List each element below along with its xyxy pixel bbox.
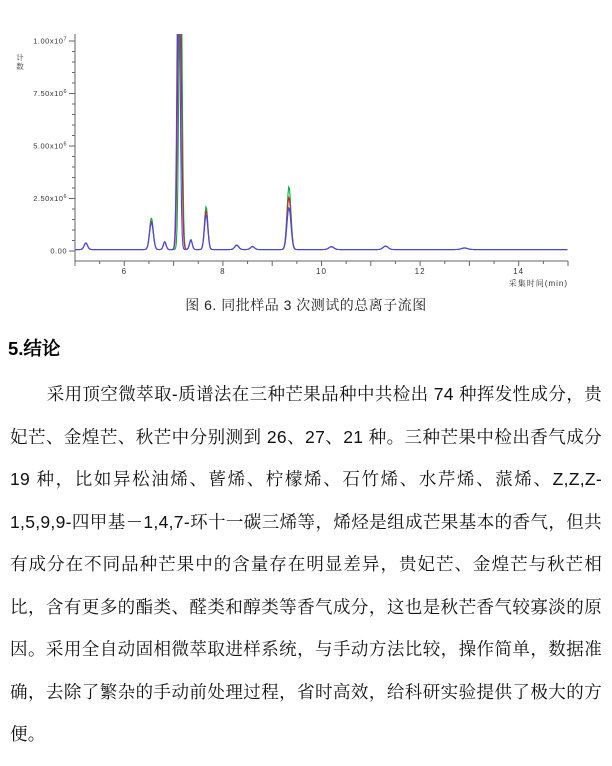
chart-axes xyxy=(69,34,568,266)
svg-text:12: 12 xyxy=(414,267,426,276)
section-heading: 5.结论 xyxy=(8,338,61,359)
trace-测试1 xyxy=(75,8,568,250)
figure-6-container xyxy=(0,8,612,293)
svg-text:2.50x106: $2.50x10^6$ xyxy=(33,194,67,203)
trace-测试3 xyxy=(75,8,568,250)
svg-text:5.00x106: $5.00x10^6$ xyxy=(33,141,67,151)
figure-caption: 图 6. 同批样品 3 次测试的总离子流图 xyxy=(185,297,427,313)
x-axis-title: 采集时间(min) xyxy=(508,279,568,288)
y-axis-title: 计数 xyxy=(16,53,24,71)
chromatogram-traces xyxy=(75,8,568,250)
svg-text:0.00: 0.00 xyxy=(50,246,67,256)
tic-chromatogram xyxy=(0,8,612,293)
svg-text:1.00x107: $1.00x10^7$ xyxy=(33,36,67,46)
conclusion-paragraph: 采用顶空微萃取-质谱法在三种芒果品种中共检出 74 种挥发性成分，贵妃芒、金煌芒、秋芒中分别测到 26、27、21 种。三种芒果中检出香气成分 19 种，比如异松油烯、蒈烯、柠檬烯、石竹烯、水芹烯、蒎烯、Z,Z,Z-1,5,9,9-四甲基－1,4,7-环十一碳三烯等，烯烃是组成芒果基本的香气，但共有成分在不同品种芒果中的含量存在明显差异，贵妃芒、金煌芒与秋芒相比，含有更多的酯类、醛类和醇类等香气成分，这也是秋芒香气较寡淡的原因。采用全自动固相微萃取进样系统，与手动方法比较，操作简单，数据准确，去除了繁杂的手动前处理过程，省时高效，给科研实验提供了极大的方便。 xyxy=(10,384,602,744)
svg-text:6: 6 xyxy=(121,267,128,276)
svg-text:8: 8 xyxy=(220,267,226,276)
svg-text:7.50x106: $7.50x10^6$ xyxy=(33,89,67,98)
svg-text:10: 10 xyxy=(316,267,327,276)
svg-text:14: 14 xyxy=(513,267,525,276)
trace-测试2 xyxy=(75,8,568,250)
chart-axis-labels xyxy=(16,37,568,289)
